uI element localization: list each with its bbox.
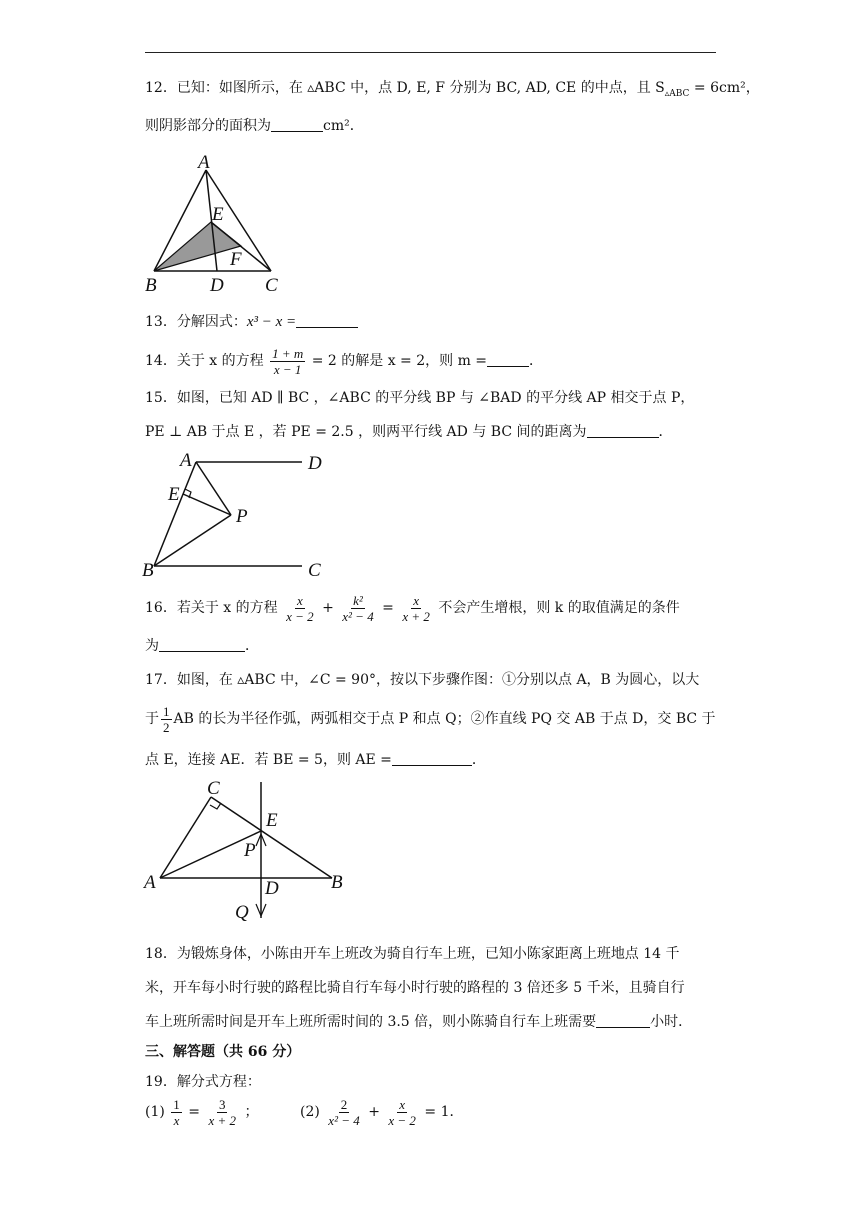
q15-line2: PE ⊥ AB 于点 E ，若 PE = 2.5 ，则两平行线 AD 与 BC 间的距离为 ． <box>145 424 673 440</box>
label-D: D <box>210 275 224 296</box>
q19-p2-fraction-a: $\frac{2}{\text{x² − 4}}$ <box>328 1096 360 1128</box>
answer-blank-16[interactable] <box>159 637 245 652</box>
label-C: C <box>265 275 278 296</box>
label-A: A <box>144 872 156 893</box>
q12-line1: 12．已知：如图所示，在 ▵ABC 中，点 D, E, F 分别为 BC, AD, CE 的中点，且 $S_{▵ABC} = 6cm^2$， <box>145 80 760 99</box>
q19-part2: (2) $\frac{2}{\text{x² − 4}}$ + $\frac{x}{x - 2}$ = 1． <box>300 1096 464 1128</box>
q16-fraction-2: $\frac{\text{k²}}{\text{x² − 4}}$ <box>342 592 374 624</box>
q12-line2: 则阴影部分的面积为 cm²． <box>145 118 364 134</box>
q12-figure <box>140 148 300 296</box>
q16-fraction-3: $\frac{x}{x + 2}$ <box>402 592 430 624</box>
q16-line1: 16．若关于 x 的方程 $\frac{x}{x - 2}$ + $\frac{\text{k²}}{\text{x² − 4}}$ = $\frac{x}{x + 2}$ 不会产生增根，则 k 的取值满足的条件 <box>145 592 680 624</box>
q18-line2: 米，开车每小时行驶的路程比骑自行车每小时行驶的路程的 3 倍还多 5 千米，且骑自行 <box>145 980 685 996</box>
q16-fraction-1: $\frac{x}{x - 2}$ <box>286 592 314 624</box>
label-B: B <box>331 872 343 893</box>
q14-line: 14．关于 x 的方程 $\frac{1 + m}{x - 1}$ = 2 的解是 x = 2，则 m = ． <box>145 345 544 377</box>
label-A: A <box>180 450 192 471</box>
q17-line3: 点 E，连接 AE．若 BE = 5，则 AE = ． <box>145 752 486 768</box>
q19-title: 19．解分式方程： <box>145 1074 261 1090</box>
q17-line1: 17．如图，在 ▵ABC 中，∠C = 90°，按以下步骤作图：①分别以点 A，B 为圆心，以大 <box>145 672 700 688</box>
answer-blank-13[interactable] <box>296 313 358 328</box>
label-E: E <box>212 204 224 225</box>
q17-figure <box>140 776 360 924</box>
label-B: B <box>145 275 157 296</box>
label-D: D <box>308 453 322 474</box>
q15-line1: 15．如图，已知 AD ∥ BC ，∠ABC 的平分线 BP 与 ∠BAD 的平分线 AP 相交于点 P， <box>145 390 695 406</box>
header-rule <box>145 52 716 53</box>
label-B: B <box>142 560 154 581</box>
answer-blank-17[interactable] <box>392 751 472 766</box>
label-Q: Q <box>235 902 249 923</box>
q19-p1-left-fraction: $\frac{1}{x}$ <box>173 1096 180 1128</box>
label-P: P <box>244 840 256 861</box>
label-A: A <box>198 152 210 173</box>
q18-line3: 车上班所需时间是开车上班所需时间的 3.5 倍，则小陈骑自行车上班需要 小时． <box>145 1014 693 1030</box>
label-D: D <box>265 878 279 899</box>
answer-blank-12[interactable] <box>271 117 323 132</box>
label-C: C <box>207 778 220 799</box>
q18-line1: 18．为锻炼身体，小陈由开车上班改为骑自行车上班，已知小陈家距离上班地点 14 千 <box>145 946 680 962</box>
label-P: P <box>236 506 248 527</box>
answer-blank-15[interactable] <box>587 423 659 438</box>
label-C: C <box>308 560 321 581</box>
section-heading: 三、解答题（共 66 分） <box>145 1044 301 1060</box>
label-E: E <box>168 484 180 505</box>
answer-blank-14[interactable] <box>487 352 529 367</box>
q16-line2: 为 ． <box>145 638 259 654</box>
q15-figure <box>140 448 340 582</box>
label-F: F <box>230 249 242 270</box>
q17-line2: 于 $\frac{1}{2}$ AB 的长为半径作弧，两弧相交于点 P 和点 Q；②作直线 PQ 交 AB 于点 D，交 BC 于 <box>145 703 716 735</box>
q19-part1: (1) $\frac{1}{x}$ = $\frac{3}{x + 2}$ ； <box>145 1096 259 1128</box>
q19-p1-right-fraction: $\frac{3}{x + 2}$ <box>208 1096 236 1128</box>
q14-fraction: $\frac{1 + m}{x - 1}$ <box>272 345 304 377</box>
answer-blank-18[interactable] <box>596 1013 650 1028</box>
q13-line: 13．分解因式：x³ − x = <box>145 312 358 332</box>
q19-p2-fraction-b: $\frac{x}{x - 2}$ <box>388 1096 416 1128</box>
q17-half-fraction: $\frac{1}{2}$ <box>163 703 170 735</box>
label-E: E <box>266 810 278 831</box>
